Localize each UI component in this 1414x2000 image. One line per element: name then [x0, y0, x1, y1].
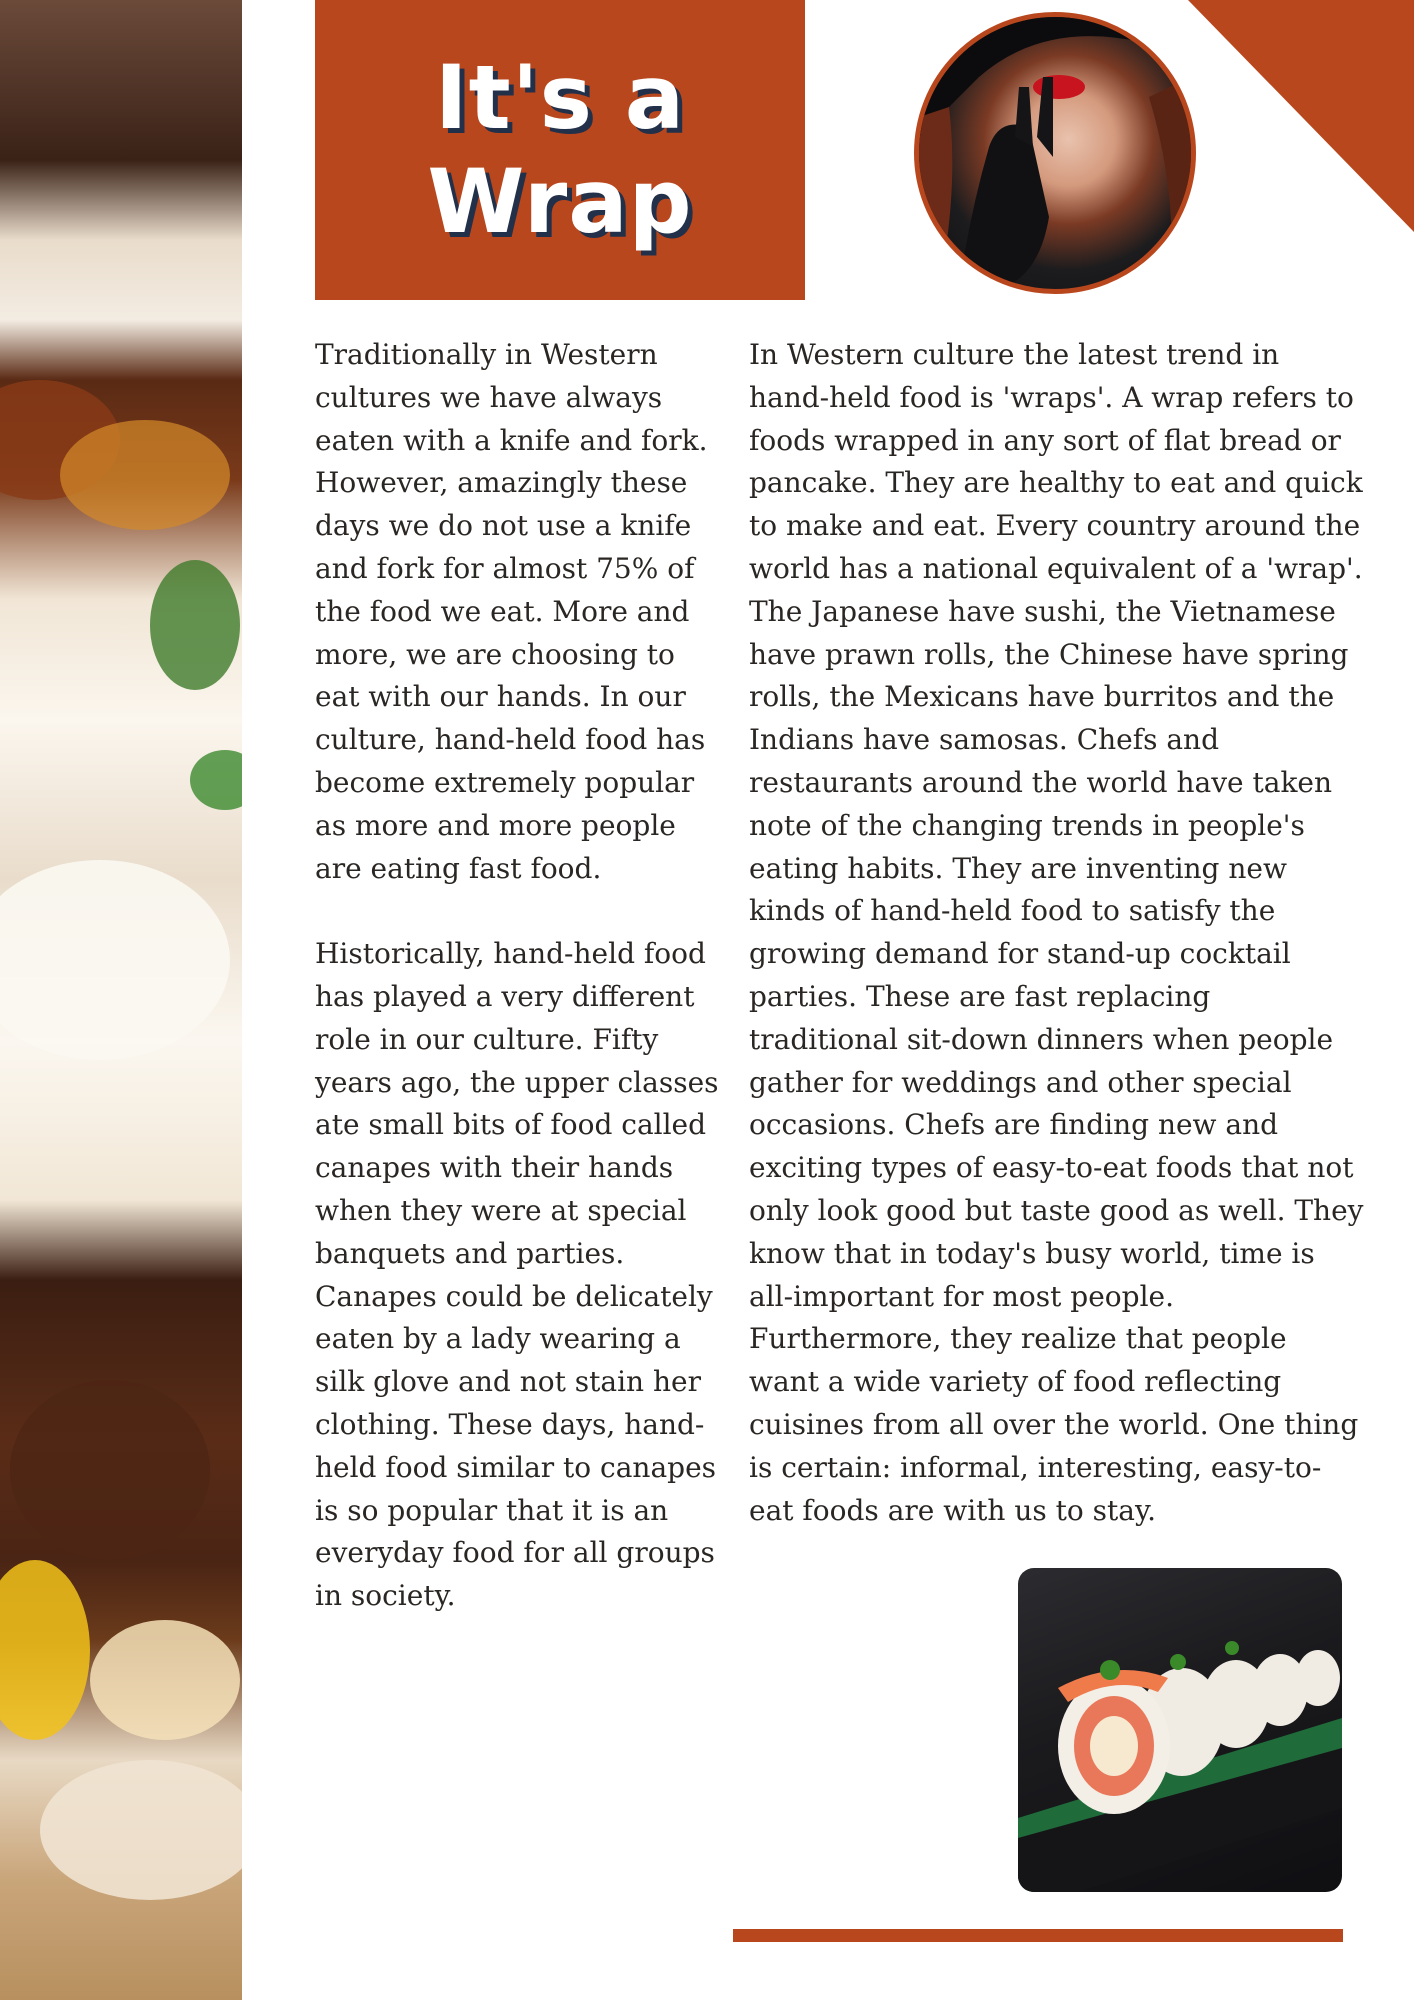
sushi-rolls-photo — [1018, 1568, 1342, 1892]
woman-with-black-glove-photo — [914, 12, 1196, 294]
left-column — [315, 334, 720, 1661]
portrait-illustration — [919, 17, 1191, 289]
sushi-illustration — [1018, 1568, 1342, 1892]
right-column — [749, 334, 1364, 1575]
bottom-accent-bar — [733, 1929, 1343, 1942]
title-block — [315, 0, 805, 300]
page-title: It's a Wrap — [427, 46, 693, 253]
paragraph: Historically, hand-held food has played a very different role in our culture. Fifty years ago, the upper classes ate small bits of food called canapes with their hands when they were at special banquets and parties. Canapes could be delicately eaten by a lady wearing a silk glove and not stain her clothing. These days, hand-held food similar to canapes is so popular that it is an everyday food for all groups in society. — [315, 937, 719, 1613]
corner-triangle — [1188, 0, 1414, 232]
paragraph: In Western culture the latest trend in hand-held food is 'wraps'. A wrap refers to foods wrapped in any sort of flat bread or pancake. They are healthy to eat and quick to make and eat. Every country around the world has a national equivalent of a 'wrap'. The Japanese have sushi, the Vietnamese have prawn rolls, the Chinese have spring rolls, the Mexicans have burritos and the Indians have samosas. Chefs and restaurants around the world have taken note of the changing trends in people's eating habits. They are inventing new kinds of hand-held food to satisfy the growing demand for stand-up cocktail parties. These are fast replacing traditional sit-down dinners when people gather for weddings and other special occasions. Chefs are finding new and exciting types of easy-to-eat foods that not only look good but taste good as well. They know that in today's busy world, time is all-important for most people. Furthermore, they realize that people want a wide variety of food reflecting cuisines from all over the world. One thing is certain: informal, interesting, easy-to-eat foods are with us to stay. — [749, 338, 1364, 1527]
paragraph: Traditionally in Western cultures we have always eaten with a knife and fork. However, amazingly these days we do not use a knife and fork for almost 75% of the food we eat. More and more, we are choosing to eat with our hands. In our culture, hand-held food has become extremely popular as more and more people are eating fast food. — [315, 338, 708, 885]
wrap-food-photo — [0, 0, 242, 2000]
